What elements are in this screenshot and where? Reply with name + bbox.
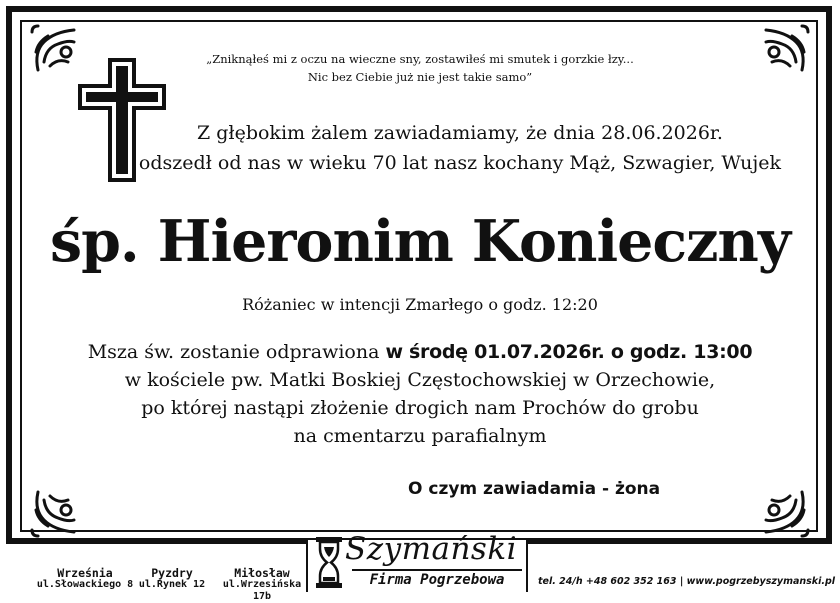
branch-city: Września: [57, 566, 113, 580]
announcement-line-1: Z głębokim żalem zawiadamiamy, że dnia 28.06.2026r.: [197, 122, 723, 144]
quote-line-1: „Zniknąłeś mi z oczu na wieczne sny, zostawiłeś mi smutek i gorzkie łzy...: [206, 52, 634, 66]
branch-city: Miłosław: [234, 566, 290, 580]
logo-name: Szymański: [345, 531, 518, 567]
corner-ornament-bottom-right-icon: [758, 486, 812, 540]
death-announcement: [80, 118, 840, 178]
branch-street: ul.Rynek 12: [138, 579, 206, 590]
deceased-name: śp. Hieronim Konieczny: [49, 208, 790, 275]
branch-miloslaw: [214, 567, 310, 603]
branch-pyzdry: [132, 567, 212, 591]
mass-line-2: w kościele pw. Matki Boskiej Częstochowskiej w Orzechowie,: [124, 369, 716, 391]
signoff: O czym zawiadamia - żona: [408, 479, 661, 499]
quote-line-2: Nic bez Ciebie już nie jest takie samo”: [307, 70, 533, 84]
rosary-info: Różaniec w intencji Zmarłego o godz. 12:20: [242, 295, 598, 314]
branch-street: ul.Wrzesińska 17b: [222, 579, 302, 602]
corner-ornament-bottom-left-icon: [28, 486, 82, 540]
contact-info: tel. 24/h +48 602 352 163 | www.pogrzebyszymanski.pl: [538, 576, 836, 587]
branch-city: Pyzdry: [151, 566, 193, 580]
announcement-line-2: odszedł od nas w wieku 70 lat nasz kochany Mąż, Szwagier, Wujek: [138, 152, 782, 174]
mass-date-time: w środę 01.07.2026r. o godz. 13:00: [385, 341, 753, 363]
memorial-quote: [0, 50, 840, 86]
mass-info: [0, 338, 840, 450]
mass-line-1: [0, 338, 840, 366]
branch-street: ul.Słowackiego 8: [36, 579, 134, 590]
mass-line-1-text: Msza św. zostanie odprawiona: [87, 341, 386, 363]
branch-wrzesnia: [30, 567, 140, 591]
logo-subtitle: Firma Pogrzebowa: [352, 569, 522, 588]
mass-line-3: po której nastąpi złożenie drogich nam Prochów do grobu: [141, 397, 699, 419]
mass-line-4: na cmentarzu parafialnym: [293, 425, 547, 447]
hourglass-icon: [314, 535, 344, 590]
